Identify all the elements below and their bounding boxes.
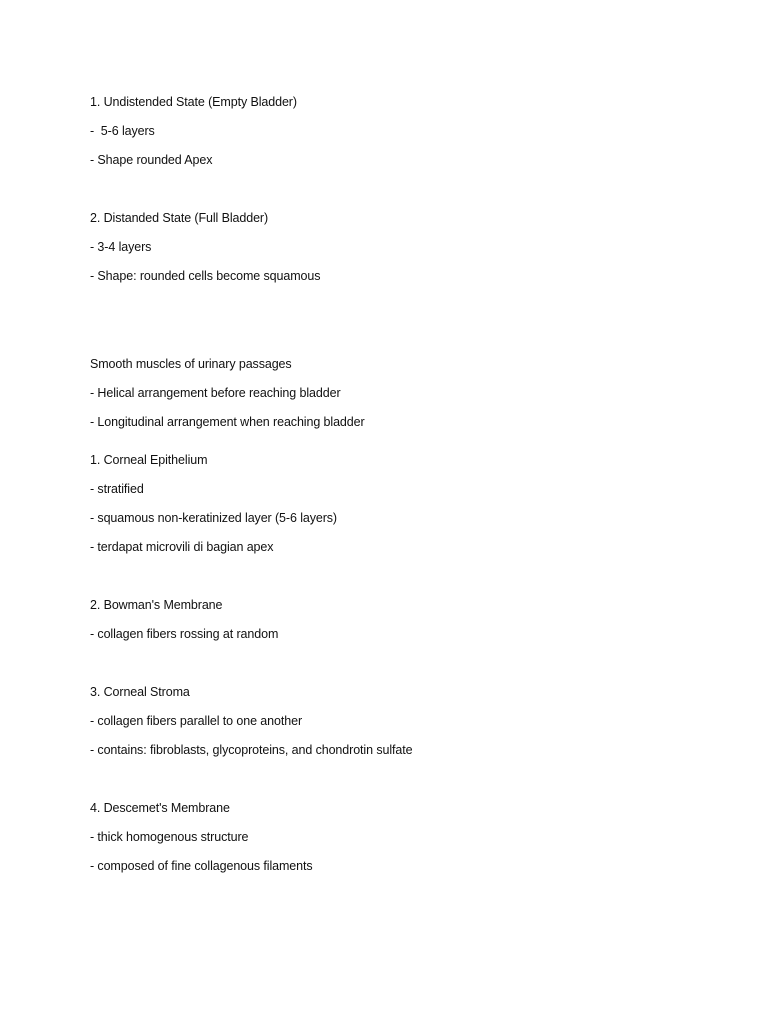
list-item: - Helical arrangement before reaching bladder [90,386,341,400]
list-item: - Shape: rounded cells become squamous [90,269,321,283]
list-item: - terdapat microvili di bagian apex [90,540,274,554]
list-item: - stratified [90,482,144,496]
section-heading: 2. Bowman's Membrane [90,598,223,612]
list-item: - squamous non-keratinized layer (5-6 layers) [90,511,337,525]
section-heading: 1. Undistended State (Empty Bladder) [90,95,297,109]
list-item: - 3-4 layers [90,240,152,254]
list-item: - composed of fine collagenous filaments [90,859,313,873]
section-heading: Smooth muscles of urinary passages [90,357,292,371]
section-heading: 2. Distanded State (Full Bladder) [90,211,269,225]
list-item: - Shape rounded Apex [90,153,213,167]
section-heading: 3. Corneal Stroma [90,685,190,699]
list-item: - thick homogenous structure [90,830,249,844]
section-heading: 4. Descemet's Membrane [90,801,230,815]
list-item: - Longitudinal arrangement when reaching bladder [90,415,365,429]
section-heading: 1. Corneal Epithelium [90,453,208,467]
list-item: - 5-6 layers [90,124,155,138]
list-item: - contains: fibroblasts, glycoproteins, and chondrotin sulfate [90,743,413,757]
list-item: - collagen fibers rossing at random [90,627,279,641]
list-item: - collagen fibers parallel to one another [90,714,303,728]
